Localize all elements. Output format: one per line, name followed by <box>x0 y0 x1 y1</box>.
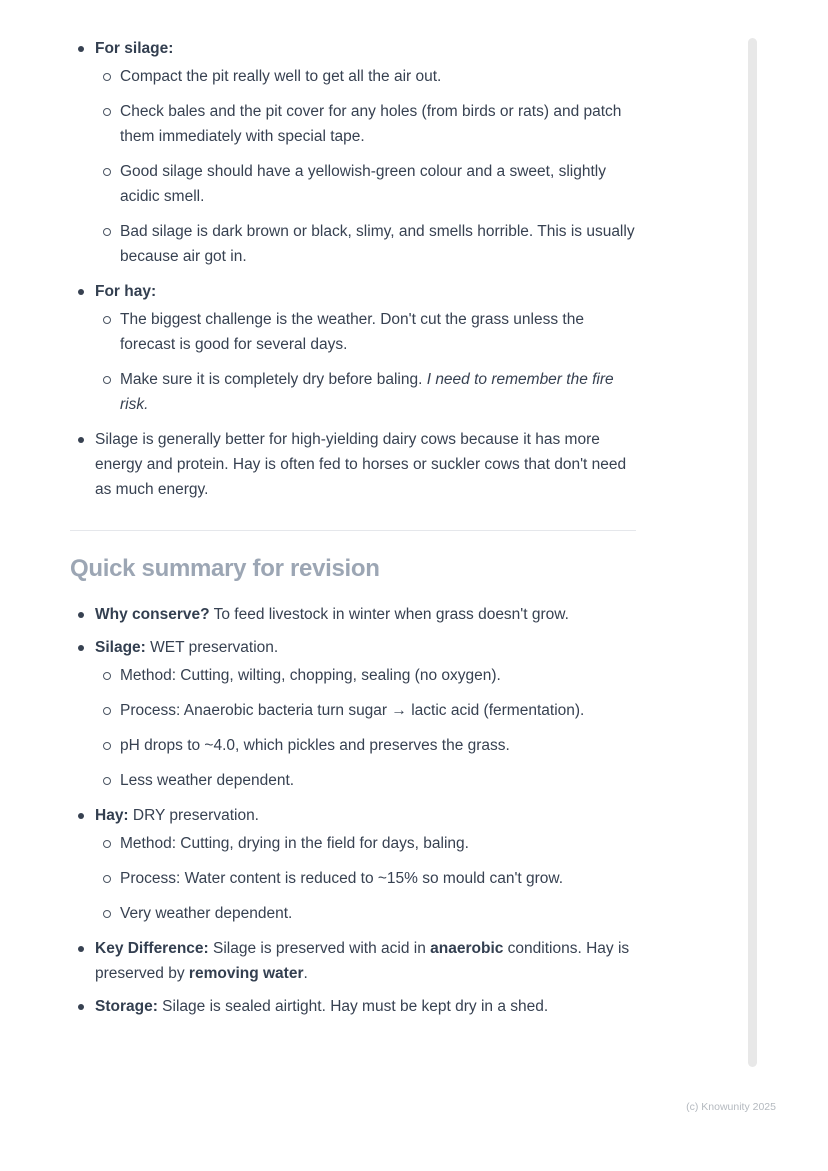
item-label: Why conserve? <box>95 606 210 623</box>
list-item-key-difference <box>70 936 636 986</box>
list-item-text <box>95 803 636 828</box>
sub-item <box>95 768 636 793</box>
sub-item-text: The biggest challenge is the weather. Don't cut the grass unless the forecast is good for several days. <box>120 311 584 353</box>
notes-list <box>70 36 636 502</box>
item-text: Silage is generally better for high-yielding dairy cows because it has more energy and protein. Hay is often fed to horses or suckler cows that don't need as much energy. <box>95 431 627 498</box>
item-text: . <box>303 965 308 982</box>
sub-item-text: Good silage should have a yellowish-green colour and a sweet, slightly acidic smell. <box>120 163 606 205</box>
item-label: Silage: <box>95 639 146 656</box>
sub-item <box>95 219 636 269</box>
item-text: DRY preservation. <box>128 807 259 824</box>
list-item-for-hay <box>70 279 636 417</box>
list-item-text <box>95 427 636 502</box>
copyright-notice: (c) Knowunity 2025 <box>686 1101 776 1113</box>
scrollbar[interactable] <box>748 38 757 1067</box>
sublist-hay <box>95 307 636 417</box>
sub-item-text: Bad silage is dark brown or black, slimy, and smells horrible. This is usually because air got in. <box>120 223 635 265</box>
item-emphasis: anaerobic <box>430 940 504 957</box>
sub-item <box>95 663 636 688</box>
list-item-text <box>95 936 636 986</box>
list-item-text <box>95 602 636 627</box>
sub-item <box>95 831 636 856</box>
item-label: Hay: <box>95 807 129 824</box>
sub-item <box>95 866 636 891</box>
list-item-storage <box>70 994 636 1019</box>
list-item-comparison <box>70 427 636 502</box>
item-label: Key Difference: <box>95 940 209 957</box>
sub-item <box>95 159 636 209</box>
sublist-hay-summary <box>95 831 636 926</box>
sublist-silage <box>95 64 636 269</box>
item-text: Silage is preserved with acid in <box>208 940 431 957</box>
sub-item <box>95 64 636 89</box>
summary-list <box>70 602 636 1019</box>
note-content <box>70 36 636 1027</box>
item-text: To feed livestock in winter when grass doesn't grow. <box>209 606 569 623</box>
list-item-text <box>95 279 636 304</box>
sub-item-text: Process: Anaerobic bacteria turn sugar → lactic acid (fermentation). <box>120 702 585 719</box>
list-item-hay-summary <box>70 803 636 926</box>
sub-item <box>95 901 636 926</box>
item-text: Silage is sealed airtight. Hay must be kept dry in a shed. <box>157 998 549 1015</box>
sub-item <box>95 307 636 357</box>
list-item-for-silage <box>70 36 636 269</box>
sub-item-text: Method: Cutting, drying in the field for days, baling. <box>120 835 469 852</box>
item-emphasis: removing water <box>188 965 304 982</box>
item-label: For silage: <box>95 40 174 57</box>
list-item-text <box>95 994 636 1019</box>
list-item-text <box>95 635 636 660</box>
sublist-silage-summary <box>95 663 636 793</box>
sub-item-text: Check bales and the pit cover for any holes (from birds or rats) and patch them immediately with special tape. <box>120 103 622 145</box>
sub-item <box>95 733 636 758</box>
sub-item-text: Make sure it is completely dry before baling. <box>120 371 427 388</box>
sub-item-text: Process: Water content is reduced to ~15% so mould can't grow. <box>120 870 564 887</box>
sub-item <box>95 99 636 149</box>
sub-item-text: Method: Cutting, wilting, chopping, sealing (no oxygen). <box>120 667 501 684</box>
section-divider <box>70 530 636 531</box>
list-item-why-conserve <box>70 602 636 627</box>
sub-item-text: Very weather dependent. <box>120 905 293 922</box>
list-item-silage-summary <box>70 635 636 793</box>
sub-item-text: Compact the pit really well to get all the air out. <box>120 68 442 85</box>
sub-item-note-italic: I need to remember the fire risk. <box>120 371 614 413</box>
section-heading: Quick summary for revision <box>70 555 380 582</box>
item-label: Storage: <box>95 998 158 1015</box>
item-label: For hay: <box>95 283 157 300</box>
item-text: WET preservation. <box>145 639 279 656</box>
item-text: conditions. Hay is preserved by <box>95 940 630 982</box>
sub-item-text: pH drops to ~4.0, which pickles and preserves the grass. <box>120 737 510 754</box>
sub-item <box>95 698 636 723</box>
sub-item <box>95 367 636 417</box>
list-item-text <box>95 36 636 61</box>
sub-item-text: Less weather dependent. <box>120 772 295 789</box>
